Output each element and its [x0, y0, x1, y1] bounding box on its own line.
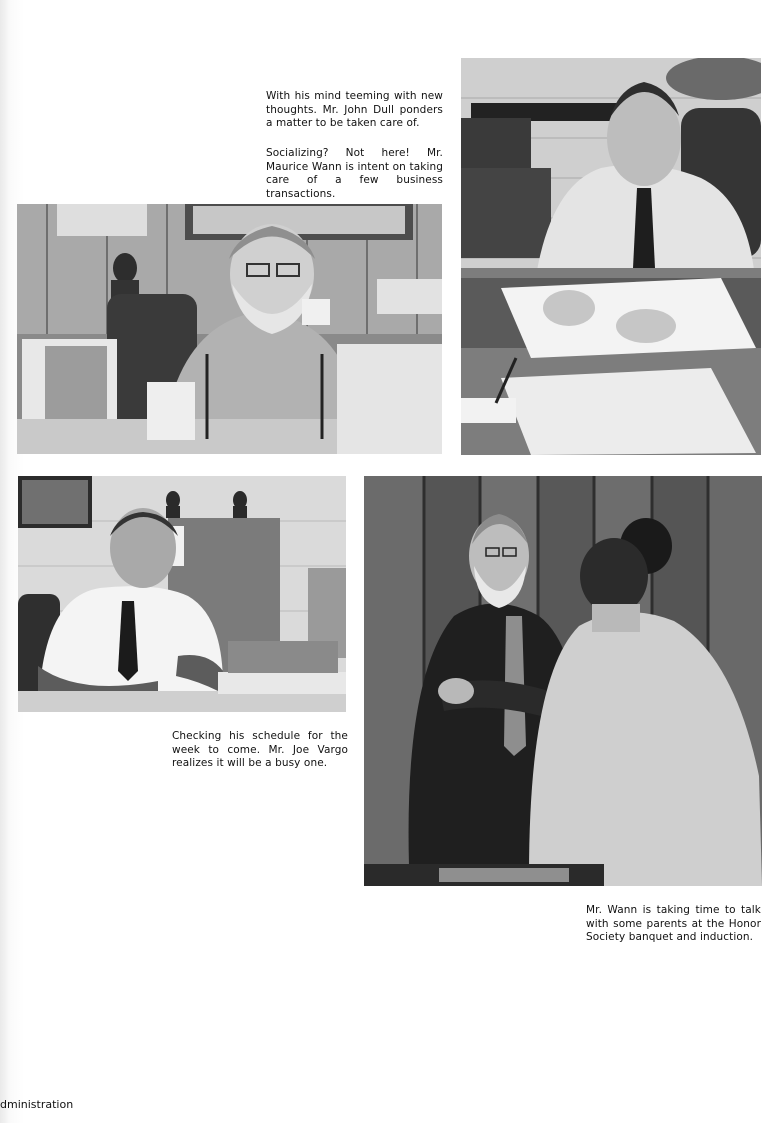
photo-man-at-desk-writing	[18, 476, 346, 712]
photo-dull	[17, 204, 442, 454]
page-folio: dministration	[0, 1098, 74, 1111]
photo-man-signing-papers	[461, 58, 761, 455]
photo-banquet	[364, 476, 762, 886]
caption-dull: With his mind teeming with new thoughts. Mr. John Dull ponders a matter to be taken care of.	[266, 90, 443, 129]
caption-wann-banquet: Mr. Wann is taking time to talk with some parents at the Honor Society banquet and induction.	[586, 904, 761, 943]
photo-vargo	[18, 476, 346, 712]
photo-wann-desk	[461, 58, 761, 455]
caption-vargo: Checking his schedule for the week to come. Mr. Joe Vargo realizes it will be a busy one.	[172, 730, 348, 769]
caption-wann-desk: Socializing? Not here! Mr. Maurice Wann is intent on taking care of a few business transactions.	[266, 147, 443, 200]
photo-bearded-man-on-phone	[17, 204, 442, 454]
photo-men-talking-at-banquet	[364, 476, 762, 886]
